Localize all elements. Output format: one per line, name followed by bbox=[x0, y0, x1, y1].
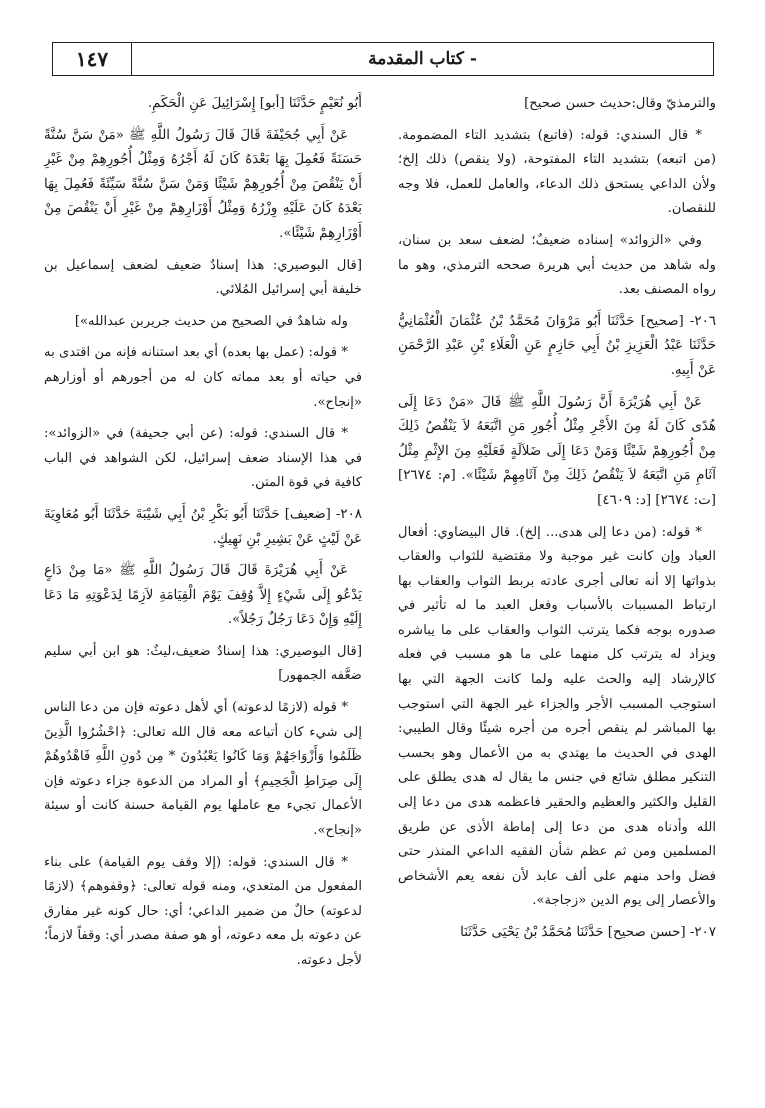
page-number: ١٤٧ bbox=[53, 43, 132, 75]
commentary-paragraph: * قوله: (من دعا إلى هدى... إلخ). قال البيضاوي: أفعال العباد وإن كانت غير موجبة ولا مقتضية للثواب والعقاب بذواتها إلا أنه تعالى أجرى عادته بربط الثواب والعقاب بها ارتباط المسببات بالأسباب وفعل العبد ما له تأثير في صدوره بوجه فكما يترتب الثواب والعقاب على ما يباشره ويزاد له يترتب كل منهما على ما هو مسبب في فعله كالإرشاد إليه والحث عليه ولما كانت الجهة التي بها استوجب المسبب الأجر والجزاء غير الجهة التي استوجب بها المباشر لم ينقص أجره من أجره شيئًا وقال الطيبي: الهدى في الحديث ما يهتدي به من الأعمال وهو بحسب التنكير مطلق شائع في جنس ما يقال له هدى يطلق على القليل والكثير والعظيم والحقير فاعظمه هدى من دعا إلى الله وأدناه هدى من دعا إلى إماطة الأذى عن طريق المسلمين ومن ثم عظم شأن الفقيه الداعي المنذر حتى فضل واحد منهم على ألف عابد لأن نفعه يعم الأشخاص والأعصار إلى يوم الدين «زجاجة». bbox=[398, 524, 716, 909]
hadith-isnad: أَبُو نُعَيْمٍ حَدَّثَنَا [أبو] إِسْرَائِيلَ عَنِ الْحَكَمِ. bbox=[147, 96, 362, 111]
right-column bbox=[398, 92, 716, 1092]
hadith-isnad: ٢٠٦- [صحيح] حَدَّثَنَا أَبُو مَرْوَانَ مُحَمَّدُ بْنُ عُثْمَانَ الْعُثْمَانِيُّ حَدَّثَنَا عَبْدُ الْعَزِيزِ بْنُ أَبِي حَازِمٍ عَنِ الْعَلَاءِ بْنِ عَبْدِ الرَّحْمَنِ عَنْ أَبِيهِ. bbox=[398, 313, 716, 378]
paragraph: والترمذيّ وقال:حديث حسن صحيح] bbox=[524, 96, 716, 111]
commentary-paragraph: * قال السندي: قوله: (فاتبع) بتشديد التاء المضمومة. (من اتبعه) بتشديد التاء المفتوحة، (ولا ينقص) ذلك إلخ؛ ولأن الداعي يستحق ذلك الدعاء، والعامل للعمل، فلا وجه للنقصان. bbox=[398, 127, 716, 217]
commentary-paragraph: * قال السندي: قوله: (إلا وقف يوم القيامة) على بناء المفعول من المتعدي، ومنه قوله تعالى: ﴿وقفوهم﴾ (لازمًا لدعوته) حالٌ من ضمير الداعي؛ أي: حال كونه غير مفارق عن دعوته بل معه دعوته، أو هو صفة مصدر أي: وقفاً لازماً؛ لأجل دعوته. bbox=[44, 854, 362, 968]
running-title: - كتاب المقدمة bbox=[368, 49, 477, 69]
running-header bbox=[52, 42, 714, 76]
hadith-isnad: ٢٠٨- [ضعيف] حَدَّثَنَا أَبُو بَكْرِ بْنُ أَبِي شَيْبَةَ حَدَّثَنَا أَبُو مُعَاوِيَةَ عَنْ لَيْثٍ عَنْ بَشِيرِ بْنِ نَهِيكٍ. bbox=[44, 506, 362, 547]
hadith-isnad: ٢٠٧- [حسن صحيح] حَدَّثَنَا مُحَمَّدُ بْنُ يَحْيَى حَدَّثَنَا bbox=[460, 925, 716, 940]
grading-note: [قال البوصيري: هذا إسنادٌ ضعيف لضعف إسماعيل بن خليفة أبي إسرائيل المُلائي. bbox=[44, 257, 362, 298]
grading-note: [قال البوصيري: هذا إسنادٌ ضعيف،ليثٌ: هو ابن أبي سليم ضعَّفه الجمهور] bbox=[44, 643, 362, 684]
hadith-matn: عَنْ أَبِي جُحَيْفَةَ قَالَ قَالَ رَسُولُ اللَّهِ ﷺ «مَنْ سَنَّ سُنَّةً حَسَنَةً فَعُمِلَ بِهَا بَعْدَهُ كَانَ لَهُ أَجْرُهُ وَمِثْلُ أُجُورِهِمْ مِنْ غَيْرِ أَنْ يَنْقُصَ مِنْ أُجُورِهِمْ شَيْئًا وَمَنْ سَنَّ سُنَّةً سَيِّئَةً فَعُمِلَ بِهَا بَعْدَهُ كَانَ عَلَيْهِ وِزْرُهُ وَمِثْلُ أَوْزَارِهِمْ مِنْ غَيْرِ أَنْ يَنْقُصَ مِنْ أَوْزَارِهِمْ شَيْئًا». bbox=[44, 127, 362, 241]
hadith-matn: عَنْ أَبِي هُرَيْرَةَ قَالَ قَالَ رَسُولُ اللَّهِ ﷺ «مَا مِنْ دَاعٍ يَدْعُو إِلَى شَيْءٍ إِلاَّ وُقِفَ يَوْمَ الْقِيَامَةِ لاَزِمًا لِدَعْوَتِهِ مَا دَعَا إِلَيْهِ وَإِنْ دَعَا رَجُلٌ رَجُلاً». bbox=[44, 563, 362, 628]
commentary-paragraph: وفي «الزوائد» إسناده ضعيفٌ؛ لضعف سعد بن سنان، وله شاهد من حديث أبي هريرة صححه الترمذي، وهو ما رواه المصنف بعد. bbox=[398, 232, 716, 298]
commentary-paragraph: * قوله: (عمل بها بعده) أي بعد استنانه فإنه من اقتدى به في حياته أو بعد مماته كان له من أجورهم أو أوزارهم «إنجاح». bbox=[44, 345, 362, 410]
hadith-matn: عَنْ أَبِي هُرَيْرَةَ أَنَّ رَسُولَ اللَّهِ ﷺ قَالَ «مَنْ دَعَا إِلَى هُدًى كَانَ لَهُ مِنَ الأَجْرِ مِثْلُ أُجُورِ مَنِ اتَّبَعَهُ لاَ يَنْقُصُ ذَلِكَ مِنْ أُجُورِهِمْ شَيْئًا وَمَنْ دَعَا إِلَى ضَلاَلَةٍ فَعَلَيْهِ مِنَ الإِثْمِ مِثْلُ آثَامِ مَنِ اتَّبَعَهُ لاَ يَنْقُصُ ذَلِكَ مِنْ آثَامِهِمْ شَيْئًا». [م: ٢٦٧٤] [ت: ٢٦٧٤] [د: ٤٦٠٩] bbox=[398, 394, 716, 508]
grading-note: وله شاهدٌ في الصحيح من حديث جريربن عبدالله»] bbox=[74, 313, 348, 329]
commentary-paragraph: * قال السندي: قوله: (عن أبي جحيفة) في «الزوائد»: في هذا الإسناد ضعف إسرائيل، لكن الشواهد في الباب كافية في قوة المتن. bbox=[44, 426, 362, 491]
commentary-paragraph: * قوله (لازمًا لدعوته) أي لأهل دعوته فإن من دعا الناس إلى شيء كان أتباعه معه قال الله تعالى: ﴿احْشُرُوا الَّذِينَ ظَلَمُوا وَأَزْوَاجَهُمْ وَمَا كَانُوا يَعْبُدُونَ * مِن دُونِ اللَّهِ فَاهْدُوهُمْ إِلَى صِرَاطِ الْجَحِيمِ﴾ أو المراد من الدعوة جزاء دعوته فإن الأعمال تجيء مع عاملها يوم القيامة حسنة كانت أو سيئة «إنجاح». bbox=[44, 700, 362, 839]
left-column bbox=[44, 92, 362, 1092]
